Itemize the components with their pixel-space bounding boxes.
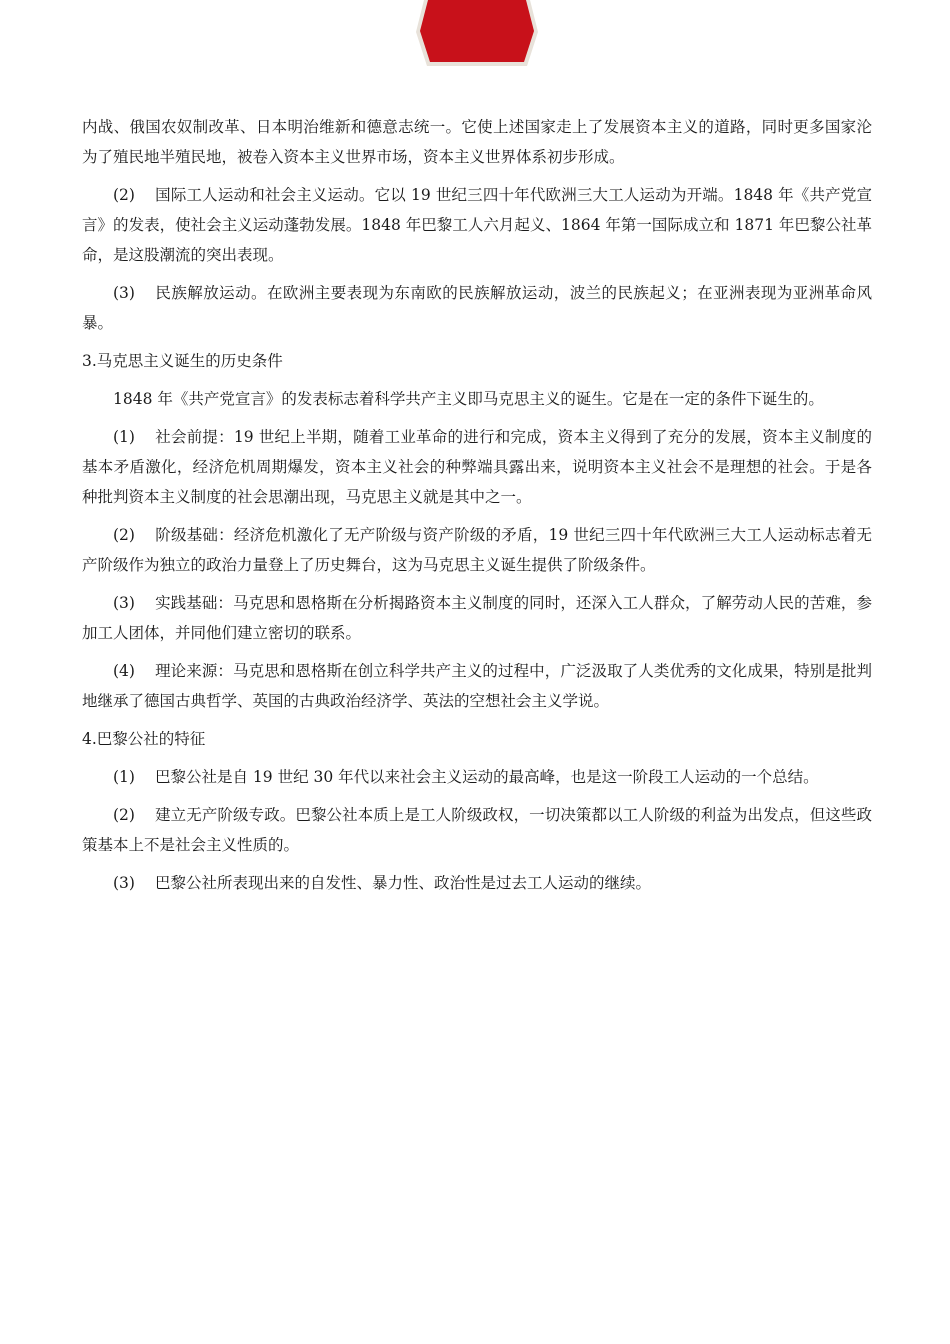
numbered-paragraph [82, 656, 872, 716]
item-text: 理论来源：马克思和恩格斯在创立科学共产主义的过程中，广泛汲取了人类优秀的文化成果，特别是批判地继承了德国古典哲学、英国的古典政治经济学、英法的空想社会主义学说。 [82, 662, 872, 710]
paragraph: 1848 年《共产党宣言》的发表标志着科学共产主义即马克思主义的诞生。它是在一定的条件下诞生的。 [113, 390, 824, 408]
numbered-paragraph [82, 762, 872, 792]
item-text: 社会前提：19 世纪上半期，随着工业革命的进行和完成，资本主义得到了充分的发展，资本主义制度的基本矛盾激化，经济危机周期爆发，资本主义社会的种弊端具露出来，说明资本主义社会不是理想的社会。于是各种批判资本主义制度的社会思潮出现，马克思主义就是其中之一。 [82, 428, 872, 506]
item-number: (1) [113, 428, 135, 446]
section-heading: 3.马克思主义诞生的历史条件 [82, 352, 283, 370]
item-number: (1) [113, 768, 135, 786]
item-number: (3) [113, 284, 135, 302]
paragraph: 内战、俄国农奴制改革、日本明治维新和德意志统一。它使上述国家走上了发展资本主义的道路，同时更多国家沦为了殖民地半殖民地，被卷入资本主义世界市场，资本主义世界体系初步形成。 [82, 118, 872, 166]
numbered-paragraph [82, 520, 872, 580]
item-text: 民族解放运动。在欧洲主要表现为东南欧的民族解放运动，波兰的民族起义；在亚洲表现为亚洲革命风暴。 [82, 284, 872, 332]
item-number: (2) [113, 806, 135, 824]
item-text: 巴黎公社是自 19 世纪 30 年代以来社会主义运动的最高峰，也是这一阶段工人运动的一个总结。 [155, 768, 819, 786]
item-text: 巴黎公社所表现出来的自发性、暴力性、政治性是过去工人运动的继续。 [155, 874, 652, 892]
item-number: (3) [113, 874, 135, 892]
header-badge-logo [414, 0, 540, 70]
item-number: (3) [113, 594, 135, 612]
item-text: 实践基础：马克思和恩格斯在分析揭路资本主义制度的同时，还深入工人群众，了解劳动人民的苦难，参加工人团体，并同他们建立密切的联系。 [82, 594, 872, 642]
numbered-paragraph [82, 588, 872, 648]
item-number: (2) [113, 186, 135, 204]
numbered-paragraph [82, 800, 872, 860]
document-body [82, 112, 872, 906]
item-text: 阶级基础：经济危机激化了无产阶级与资产阶级的矛盾，19 世纪三四十年代欧洲三大工人运动标志着无产阶级作为独立的政治力量登上了历史舞台，这为马克思主义诞生提供了阶级条件。 [82, 526, 872, 574]
item-number: (2) [113, 526, 135, 544]
item-number: (4) [113, 662, 135, 680]
numbered-paragraph [82, 278, 872, 338]
section-heading: 4.巴黎公社的特征 [82, 730, 206, 748]
item-text: 建立无产阶级专政。巴黎公社本质上是工人阶级政权，一切决策都以工人阶级的利益为出发点，但这些政策基本上不是社会主义性质的。 [82, 806, 872, 854]
item-text: 国际工人运动和社会主义运动。它以 19 世纪三四十年代欧洲三大工人运动为开端。1848 年《共产党宣言》的发表，使社会主义运动蓬勃发展。1848 年巴黎工人六月起义、1864 年第一国际成立和 1871 年巴黎公社革命，是这股潮流的突出表现。 [82, 186, 872, 264]
numbered-paragraph [82, 868, 872, 898]
numbered-paragraph [82, 180, 872, 270]
numbered-paragraph [82, 422, 872, 512]
